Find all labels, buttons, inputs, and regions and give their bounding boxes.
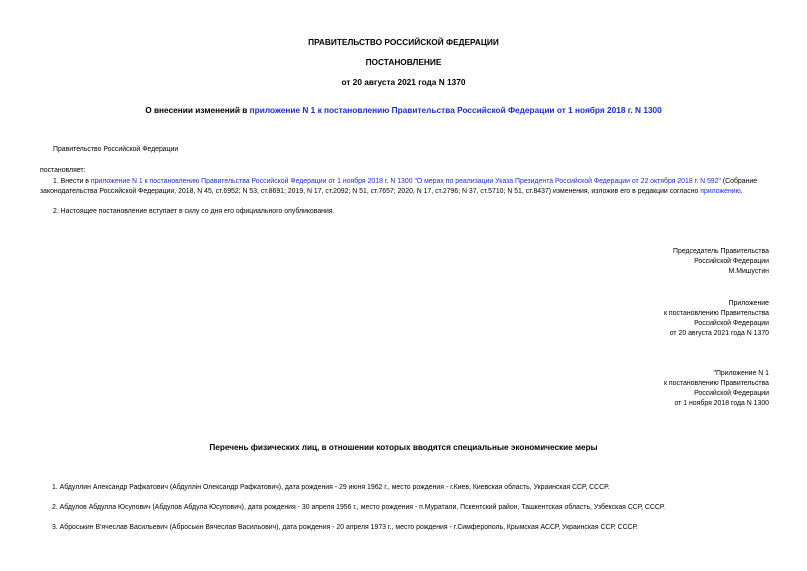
p1-prefix: 1. Внести в: [53, 178, 91, 185]
list-item: 1. Абдуллин Александр Рафкатович (Абдуллін Олександр Рафкатович), дата рождения - 29 июня 1962 г., место рождения - г.Киев, Киевская область, Украинская ССР, СССР.: [52, 484, 610, 491]
orig-appendix-line-1: "Приложение N 1: [713, 370, 769, 377]
p1-middle: (Собрание законодательства Российской Федерации, 2018, N 45, ст.6952; N 53, ст.8691; 2019, N 17, ст.2092; N 51, ст.7657; 2020, N 17, ст.2796; N 37, ст.5710; N 51, ст.8437) изменения, изложив его в редакции согласно: [40, 178, 758, 195]
title-prefix: О внесении изменений в: [145, 105, 250, 115]
list-title: Перечень физических лиц, в отношении которых вводятся специальные экономические меры: [209, 443, 598, 452]
list-item: 3. Аброськин В'ячеслав Васильевич (Аброськін Вячеслав Васильович), дата рождения - 20 апреля 1973 г., место рождения - г.Симферополь, Крымская АССР, Украинская ССР, СССР.: [52, 524, 638, 531]
appendix-line-2: к постановлению Правительства: [663, 310, 769, 317]
appendix-line-4: от 20 августа 2021 года N 1370: [669, 330, 769, 337]
decides-label: постановляет:: [40, 167, 86, 174]
signature-line-3: М.Мишустин: [728, 268, 769, 275]
orig-appendix-line-4: от 1 ноября 2018 года N 1300: [674, 400, 769, 407]
document-title: [0, 105, 807, 115]
p1-link-appendix[interactable]: приложению: [700, 188, 741, 195]
paragraph-2: 2. Настоящее постановление вступает в силу со дня его официального опубликования.: [53, 208, 335, 215]
document-type: ПОСТАНОВЛЕНИЕ: [365, 57, 442, 67]
government-heading: ПРАВИТЕЛЬСТВО РОССИЙСКОЙ ФЕДЕРАЦИИ: [308, 37, 499, 47]
signature-line-1: Председатель Правительства: [673, 248, 769, 255]
paragraph-1: [40, 177, 770, 197]
appendix-block: [664, 299, 769, 339]
signature-line-2: Российской Федерации: [694, 258, 769, 265]
p1-link-resolution[interactable]: приложение N 1 к постановлению Правительства Российской Федерации от 1 ноября 2018 г. N 1300 "О мерах по реализации Указа Президента Российской Федерации от 22 октября 2018 г. N 592": [90, 178, 721, 185]
p1-end: .: [740, 188, 743, 195]
document-date-number: от 20 августа 2021 года N 1370: [341, 77, 466, 87]
title-link[interactable]: приложение N 1 к постановлению Правительства Российской Федерации от 1 ноября 2018 г. N 1300: [249, 105, 662, 115]
orig-appendix-line-3: Российской Федерации: [694, 390, 769, 397]
appendix-line-1: Приложение: [728, 300, 769, 307]
issuer: Правительство Российской Федерации: [53, 146, 179, 153]
orig-appendix-line-2: к постановлению Правительства: [663, 380, 769, 387]
original-appendix-block: [664, 369, 769, 409]
signature-block: [673, 247, 769, 277]
appendix-line-3: Российской Федерации: [694, 320, 769, 327]
list-item: 2. Абдулов Абдулла Юсупович (Абдулов Абдула Юсупович), дата рождения - 30 апреля 1956 г., место рождения - п.Муратали, Пскентский район, Ташкентская область, Узбекская ССР, СССР.: [52, 504, 666, 511]
